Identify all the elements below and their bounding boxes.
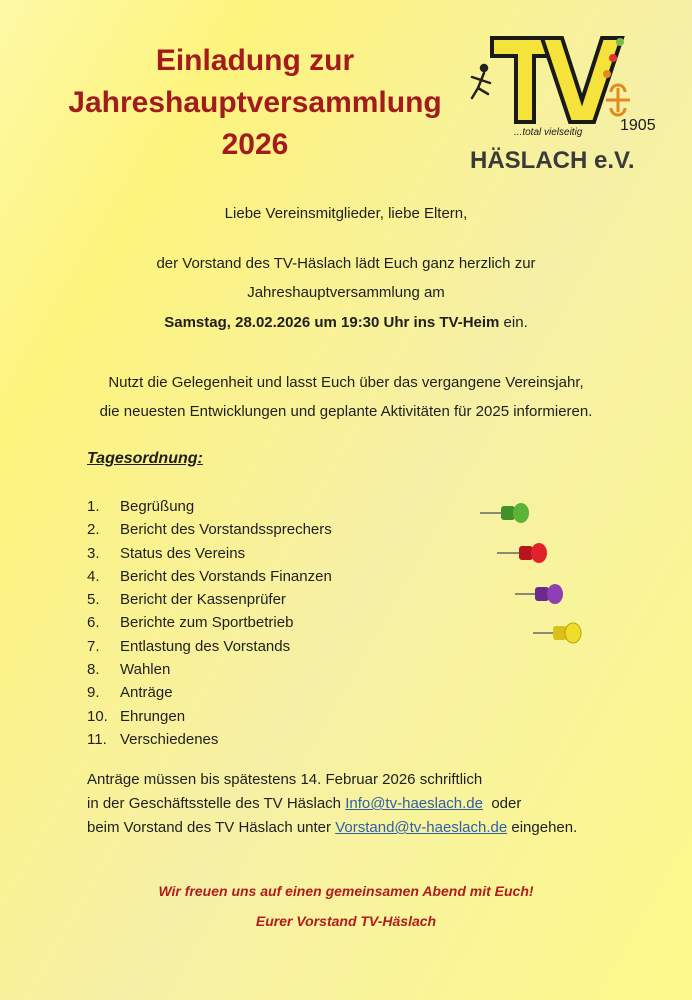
- logo-tagline: ...total vielseitig: [514, 127, 583, 138]
- meeting-date: [60, 314, 632, 331]
- vorstand-email-link[interactable]: Vorstand@tv-haeslach.de: [335, 819, 508, 836]
- meeting-date-suffix: ein.: [499, 314, 528, 331]
- meeting-date-bold: Samstag, 28.02.2026 um 19:30 Uhr ins TV-Heim: [164, 314, 500, 331]
- agenda-label: Verschiedenes: [120, 730, 219, 748]
- list-item: [87, 588, 332, 611]
- deadline-line-2: [87, 792, 577, 816]
- list-item: [87, 518, 332, 541]
- list-item: [87, 565, 332, 588]
- agenda-number: 10.: [87, 707, 108, 725]
- agenda-number: 5.: [87, 591, 100, 609]
- deadline-line-1: Anträge müssen bis spätestens 14. Februar 2026 schriftlich: [87, 771, 483, 788]
- logo-name: HÄSLACH e.V.: [470, 147, 635, 174]
- agenda-label: Wahlen: [120, 661, 171, 679]
- green-pushpin-icon: [480, 503, 529, 523]
- page-title: [40, 40, 470, 166]
- logo-year: 1905: [620, 117, 656, 134]
- deadline-line-2-prefix: in der Geschäftsstelle des TV Häslach: [87, 795, 346, 812]
- club-logo: [470, 30, 670, 175]
- info-email-link[interactable]: Info@tv-haeslach.de: [345, 795, 483, 812]
- agenda-list: [87, 495, 332, 751]
- agenda-label: Entlastung des Vorstands: [120, 637, 291, 655]
- agenda-label: Begrüßung: [120, 498, 195, 515]
- agenda-label: Ehrungen: [120, 707, 186, 725]
- title-line-1: Einladung zur: [155, 44, 355, 77]
- agenda-label: Bericht des Vorstandssprechers: [120, 521, 332, 539]
- intro-line-1: der Vorstand des TV-Häslach lädt Euch ganz herzlich zur: [156, 255, 536, 272]
- turner-cross-icon: [606, 85, 630, 115]
- yellow-pushpin-icon: [533, 623, 581, 643]
- closing-line-2: Eurer Vorstand TV-Häslach: [255, 913, 437, 929]
- agenda-number: 7.: [87, 637, 100, 655]
- agenda-label: Bericht der Kassenprüfer: [120, 591, 286, 609]
- agenda-number: 3.: [87, 544, 100, 562]
- deadline-line-2-suffix: oder: [483, 795, 522, 812]
- list-item: [87, 681, 332, 704]
- info-line-1: Nutzt die Gelegenheit und lasst Euch über das vergangene Vereinsjahr,: [108, 374, 584, 391]
- list-item: [87, 635, 332, 658]
- list-item: [87, 495, 332, 518]
- purple-pushpin-icon: [515, 584, 563, 604]
- runner-icon: [472, 65, 490, 98]
- agenda-label: Anträge: [120, 684, 173, 702]
- agenda-number: 2.: [87, 521, 100, 539]
- red-pushpin-icon: [497, 543, 547, 563]
- closing-line-1: Wir freuen uns auf einen gemeinsamen Abend mit Euch!: [158, 883, 534, 899]
- list-item: [87, 611, 332, 634]
- agenda-number: 4.: [87, 567, 100, 585]
- agenda-heading: Tagesordnung:: [87, 450, 203, 467]
- agenda-number: 8.: [87, 661, 100, 679]
- deadline-line-3-prefix: beim Vorstand des TV Häslach unter: [87, 819, 336, 836]
- list-item: [87, 658, 332, 681]
- agenda-label: Berichte zum Sportbetrieb: [120, 614, 294, 632]
- greeting: Liebe Vereinsmitglieder, liebe Eltern,: [224, 205, 468, 222]
- agenda-number: 11.: [87, 730, 107, 748]
- deadline-notice: [87, 768, 577, 840]
- deadline-line-3-suffix: eingehen.: [507, 819, 578, 836]
- pushpins-decoration: [475, 495, 595, 655]
- title-line-3: 2026: [221, 128, 289, 161]
- list-item: [87, 542, 332, 565]
- list-item: [87, 728, 332, 751]
- info-line-2: die neuesten Entwicklungen und geplante Aktivitäten für 2025 informieren.: [99, 403, 593, 420]
- deadline-line-3: [87, 816, 577, 840]
- intro-line-2: Jahreshauptversammlung am: [247, 284, 445, 301]
- agenda-label: Status des Vereins: [120, 544, 246, 562]
- agenda-number: 6.: [87, 614, 100, 632]
- agenda-number: 9.: [87, 684, 100, 702]
- agenda-number: 1.: [87, 498, 100, 515]
- list-item: [87, 705, 332, 728]
- title-line-2: Jahreshauptversammlung: [68, 86, 442, 119]
- agenda-label: Bericht des Vorstands Finanzen: [120, 567, 332, 585]
